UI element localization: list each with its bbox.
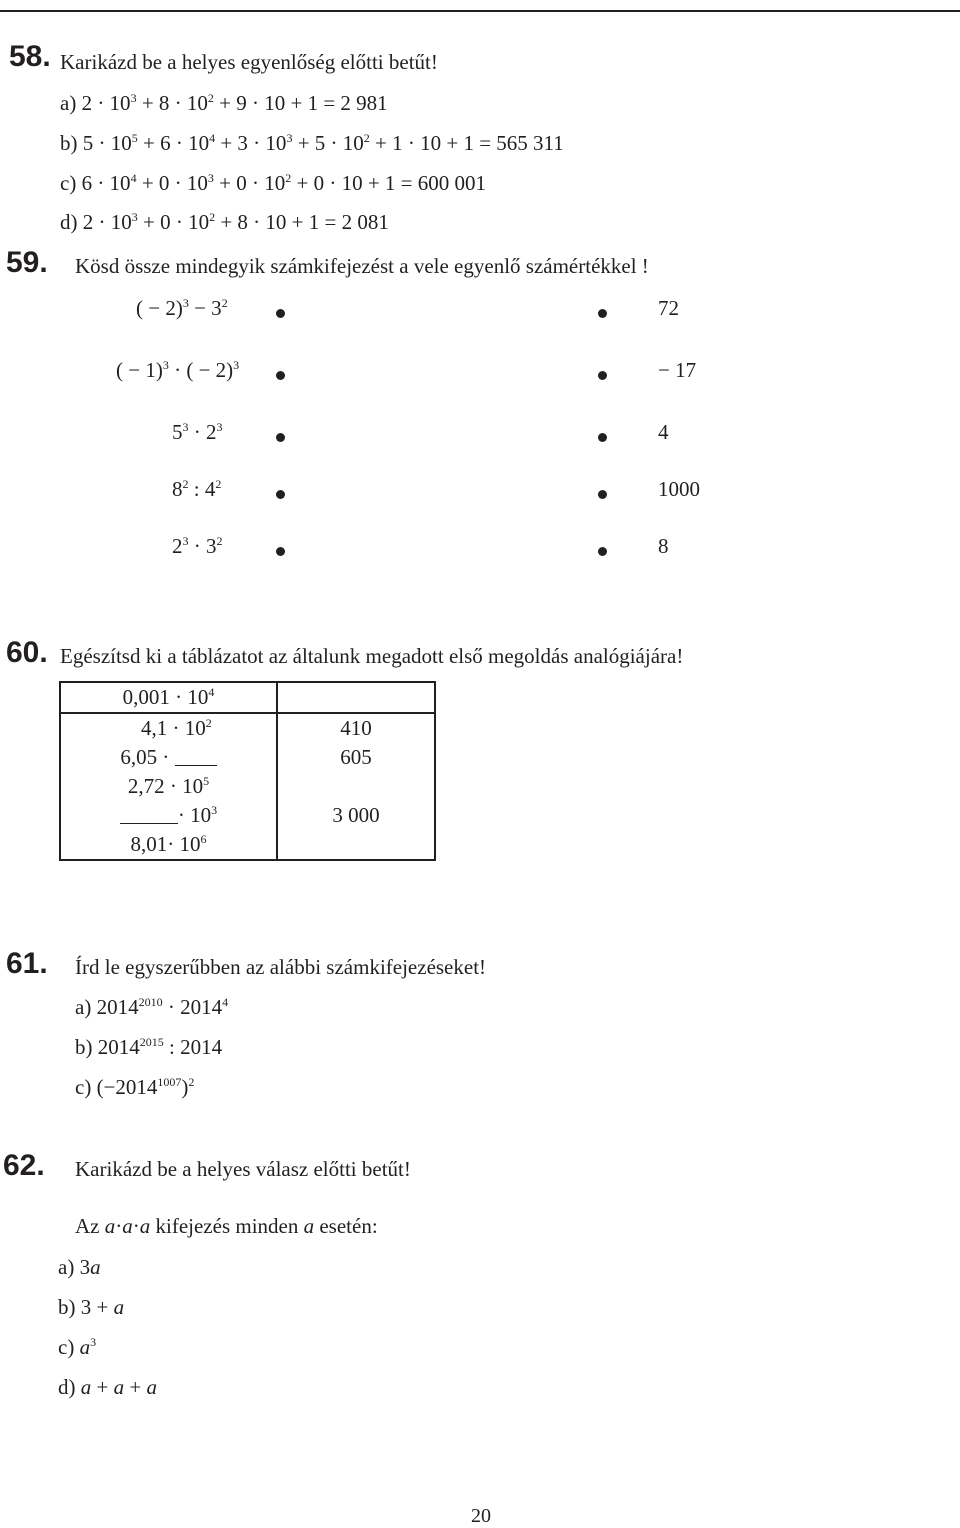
left-dot-2[interactable] — [276, 371, 285, 380]
right-dot-3[interactable] — [598, 433, 607, 442]
exercise-62-question: Az a·a·a kifejezés minden a esetén: — [75, 1214, 378, 1238]
match-right-3: 4 — [658, 420, 669, 444]
table-cell-answer[interactable] — [277, 772, 435, 801]
table-cell-answer[interactable] — [277, 682, 435, 713]
table-cell-expression: $2,72 \cdot 10^5$ — [60, 772, 277, 801]
exercise-58-number: 58. — [9, 40, 51, 73]
match-left-1: ( − $2)^3 - 3^2$ — [136, 296, 228, 320]
exercise-61-item-b: b) $2014^{2015}$ : 2014 — [75, 1035, 223, 1059]
exercise-61-instruction: Írd le egyszerűbben az alábbi számkifejezéseket! — [75, 955, 487, 979]
table-cell-expression[interactable]: · $10^3$ — [60, 801, 277, 830]
table-cell-answer: 605 — [277, 743, 435, 772]
table-cell-expression: $4,1 \cdot 10^2$ — [60, 713, 277, 743]
exercise-61-number: 61. — [6, 947, 48, 980]
right-dot-2[interactable] — [598, 371, 607, 380]
exercise-62-option-c[interactable]: c) $a^3$ — [58, 1335, 97, 1359]
exercise-58-instruction: Karikázd be a helyes egyenlőség előtti betűt! — [60, 50, 438, 74]
exercise-62-option-a[interactable]: a) 3a — [58, 1255, 101, 1279]
exercise-58-item-c[interactable]: c) $6 \cdot 10^4 + 0 \cdot 10^3 + 0 \cdot 10^2 + 0 \cdot 10 + 1 = 600$ 001 — [60, 171, 487, 195]
match-left-4: $8^2$ : $4^2$ — [172, 477, 222, 501]
table-cell-answer: 410 — [277, 713, 435, 743]
left-dot-5[interactable] — [276, 547, 285, 556]
table-cell-expression[interactable]: 6,05 · — [60, 743, 277, 772]
blank-line[interactable] — [120, 807, 178, 824]
top-rule — [0, 10, 960, 12]
table-row — [60, 801, 435, 830]
exercise-59-number: 59. — [6, 246, 48, 279]
table-row — [60, 713, 435, 743]
match-left-2: ( − 1)$^3$ · ( − 2)$^3$ — [116, 358, 240, 382]
table-row — [60, 743, 435, 772]
table-cell-answer[interactable] — [277, 830, 435, 860]
exercise-62-number: 62. — [3, 1149, 45, 1182]
match-left-5: $2^3 \cdot 3^2$ — [172, 534, 223, 558]
table-row — [60, 772, 435, 801]
blank-line[interactable] — [175, 749, 217, 766]
table-row — [60, 830, 435, 860]
exercise-59-instruction: Kösd össze mindegyik számkifejezést a vele egyenlő számértékkel ! — [75, 254, 649, 278]
match-left-3: $5^3 \cdot 2^3$ — [172, 420, 223, 444]
exercise-62-option-b[interactable]: b) 3 + a — [58, 1295, 125, 1319]
page-number: 20 — [471, 1505, 491, 1527]
exercise-58-item-d[interactable]: d) $2 \cdot 10^3 + 0 \cdot 10^2 + 8 \cdot 10 + 1 = 2$ 081 — [60, 210, 389, 234]
table-row — [60, 682, 435, 713]
left-dot-4[interactable] — [276, 490, 285, 499]
table-cell-answer: 3 000 — [277, 801, 435, 830]
match-right-5: 8 — [658, 534, 669, 558]
table-cell-expression: $0,001 \cdot 10^4$ — [60, 682, 277, 713]
right-dot-5[interactable] — [598, 547, 607, 556]
exercise-62-instruction: Karikázd be a helyes válasz előtti betűt! — [75, 1157, 411, 1181]
match-right-1: 72 — [658, 296, 679, 320]
exercise-58-item-b[interactable]: b) $5 \cdot 10^5 + 6 \cdot 10^4 + 3 \cdot 10^3 + 5 \cdot 10^2 + 1 \cdot 10 + 1 = 565$ 311 — [60, 131, 564, 155]
left-dot-1[interactable] — [276, 309, 285, 318]
right-dot-1[interactable] — [598, 309, 607, 318]
match-right-4: 1000 — [658, 477, 700, 501]
table-cell-expression: $8,01\cdot 10^6$ — [60, 830, 277, 860]
exercise-60-table — [59, 681, 436, 861]
right-dot-4[interactable] — [598, 490, 607, 499]
match-right-2: − 17 — [658, 358, 697, 382]
exercise-60-number: 60. — [6, 636, 48, 669]
left-dot-3[interactable] — [276, 433, 285, 442]
exercise-60-instruction: Egészítsd ki a táblázatot az általunk megadott első megoldás analógiájára! — [60, 644, 684, 668]
exercise-58-item-a[interactable]: a) $2 \cdot 10^3 + 8 \cdot 10^2 + 9 \cdot 10 + 1 = 2$ 981 — [60, 91, 388, 115]
exercise-61-item-c: c) $(-2014^{1007})^2$ — [75, 1075, 195, 1099]
exercise-61-item-a: a) $2014^{2010} \cdot 2014^4$ — [75, 995, 229, 1019]
exercise-62-option-d[interactable]: d) a + a + a — [58, 1375, 157, 1399]
